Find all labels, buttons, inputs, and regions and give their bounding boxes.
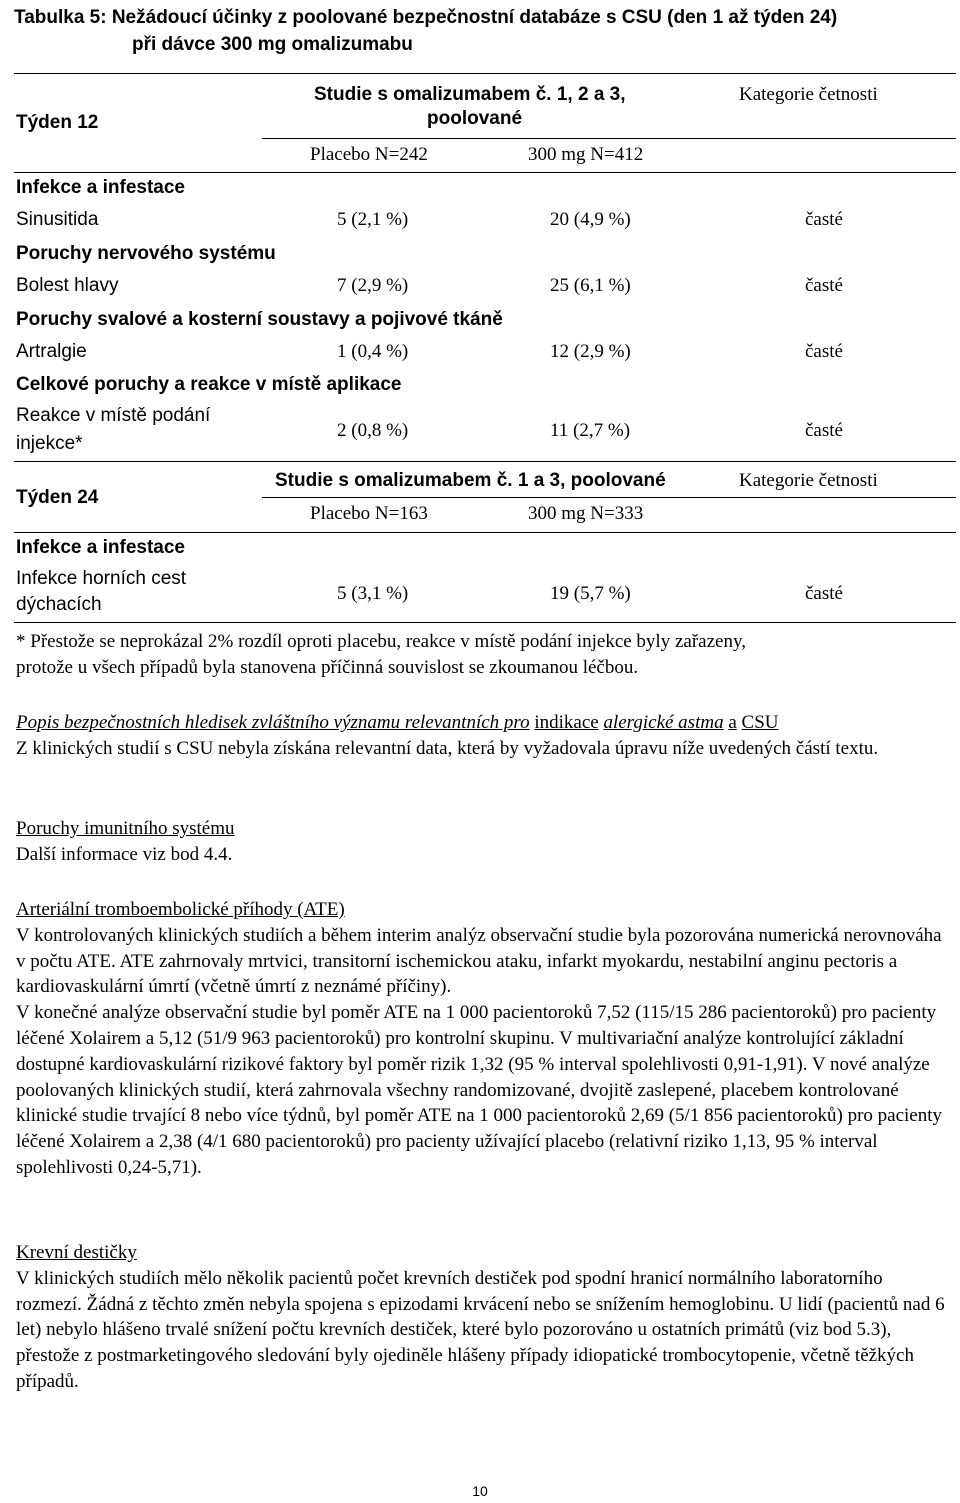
table-top-rule [14, 73, 956, 74]
table-title-line1: Tabulka 5: Nežádoucí účinky z poolované bezpečnostní databáze s CSU (den 1 až týden 24) [14, 7, 838, 28]
section-imunitni [16, 816, 946, 868]
row-label-line2: injekce* [16, 433, 83, 454]
table-title-line2: při dávce 300 mg omalizumabu [132, 34, 413, 55]
heading-part: Popis bezpečnostních hledisek zvláštního významu relevantních pro [16, 712, 530, 733]
section-desticky-heading: Krevní destičky [16, 1242, 137, 1263]
week12-studies-header-line1: Studie s omalizumabem č. 1, 2 a 3, [314, 84, 626, 105]
section-imunitni-heading: Poruchy imunitního systému [16, 818, 235, 839]
group-name: Poruchy nervového systému [16, 243, 276, 264]
row-placebo: 7 (2,9 %) [337, 275, 409, 296]
row-dose: 19 (5,7 %) [550, 583, 631, 604]
heading-part: CSU [741, 712, 779, 733]
week12-studies-header-line2: poolované [427, 108, 523, 129]
week24-studies-header: Studie s omalizumabem č. 1 a 3, poolované [275, 470, 666, 491]
heading-part: alergické astma [603, 712, 724, 733]
heading-part: indikace [534, 712, 599, 733]
section-ate [16, 897, 946, 1181]
week24-label: Týden 24 [16, 487, 99, 508]
section-imunitni-body: Další informace viz bod 4.4. [16, 843, 233, 865]
page-number: 10 [472, 1483, 488, 1499]
header-rule-week24 [262, 497, 956, 498]
section-popis-heading [16, 710, 946, 736]
week12-dose-header: 300 mg N=412 [528, 144, 644, 165]
table-footnote [16, 629, 946, 681]
row-dose: 11 (2,7 %) [550, 420, 631, 441]
section-ate-body1: V kontrolovaných klinických studiích a během interim analýz observační studie byla pozorována numerická nerovnováha v počtu ATE. ATE zahrnovaly mrtvici, transitorní ischemickou ataku, infarkt myokardu, nestabilní anginu pectoris a kardiovaskulární úmrtí (včetně úmrtí z neznámé příčiny). [16, 924, 942, 998]
week24-top-rule [14, 461, 956, 462]
group-name: Infekce a infestace [16, 177, 185, 198]
group-name: Celkové poruchy a reakce v místě aplikace [16, 374, 402, 395]
row-dose: 20 (4,9 %) [550, 209, 631, 230]
section-desticky [16, 1240, 946, 1395]
heading-part: a [728, 712, 737, 733]
row-placebo: 5 (2,1 %) [337, 209, 409, 230]
section-popis [16, 710, 946, 762]
header-rule-week12 [262, 138, 956, 139]
row-category: časté [805, 275, 843, 296]
row-label: Bolest hlavy [16, 275, 119, 296]
row-category: časté [805, 583, 843, 604]
section-desticky-body: V klinických studiích mělo několik pacientů počet krevních destiček pod spodní hranicí normálního laboratorního rozmezí. Žádná z těchto změn nebyla spojena s epizodami krvácení nebo se snížením hemoglobinu. U lidí (pacientů nad 6 let) nebylo hlášeno trvalé snížení počtu krevních destiček, které bylo pozorováno u ostatních primátů (viz bod 5.3), přestože z postmarketingového sledování byly ojediněle hlášeny případy idiopatické trombocytopenie, včetně těžkých případů. [16, 1267, 945, 1392]
row-placebo: 2 (0,8 %) [337, 420, 409, 441]
week12-placebo-header: Placebo N=242 [310, 144, 428, 165]
header-bottom-rule-week12 [14, 172, 956, 173]
table-title [14, 4, 837, 58]
row-label: Sinusitida [16, 209, 99, 230]
week12-category-header: Kategorie četnosti [739, 84, 878, 105]
row-placebo: 5 (3,1 %) [337, 583, 409, 604]
row-dose: 12 (2,9 %) [550, 341, 631, 362]
week12-label: Týden 12 [16, 112, 99, 133]
week24-category-header: Kategorie četnosti [739, 470, 878, 491]
week24-placebo-header: Placebo N=163 [310, 503, 428, 524]
row-label-line1: Reakce v místě podání [16, 405, 211, 426]
footnote-line1: * Přestože se neprokázal 2% rozdíl oproti placebu, reakce v místě podání injekce byly zařazeny, [16, 631, 746, 652]
row-label-line2: dýchacích [16, 594, 102, 615]
group-name: Infekce a infestace [16, 537, 185, 558]
row-placebo: 1 (0,4 %) [337, 341, 409, 362]
footnote-line2: protože u všech případů byla stanovena příčinná souvislost se zkoumanou léčbou. [16, 656, 639, 678]
row-label: Artralgie [16, 341, 87, 362]
week24-dose-header: 300 mg N=333 [528, 503, 644, 524]
row-category: časté [805, 209, 843, 230]
header-bottom-rule-week24 [14, 532, 956, 533]
row-category: časté [805, 341, 843, 362]
section-ate-heading: Arteriální tromboembolické příhody (ATE) [16, 899, 345, 920]
section-ate-body2: V konečné analýze observační studie byl poměr ATE na 1 000 pacientoroků 7,52 (115/15 286 pacientoroků) pro pacienty léčené Xolairem a 5,12 (51/9 963 pacientoroků) pro kontrolní skupinu. V multivariační analýze kontrolující základní dostupné kardiovaskulární rizikové faktory byl poměr rizik 1,32 (95 % interval spolehlivosti 0,91-1,91). V nové analýze poolovaných klinických studií, která zahrnovala všechny randomizované, dvojitě zaslepené, placebem kontrolované klinické studie trvající 8 nebo více týdnů, byl poměr ATE na 1 000 pacientoroků 2,69 (5/1 856 pacientoroků) pro pacienty léčené Xolairem a 2,38 (4/1 680 pacientoroků) pro pacienty užívající placebo (relativní riziko 1,13, 95 % interval spolehlivosti 0,24-5,71). [16, 1002, 943, 1178]
group-name: Poruchy svalové a kosterní soustavy a pojivové tkáně [16, 309, 503, 330]
row-label-line1: Infekce horních cest [16, 568, 187, 589]
row-dose: 25 (6,1 %) [550, 275, 631, 296]
table-bottom-rule [14, 622, 956, 623]
row-category: časté [805, 420, 843, 441]
section-popis-body: Z klinických studií s CSU nebyla získána relevantní data, která by vyžadovala úpravu níže uvedených částí textu. [16, 737, 879, 759]
